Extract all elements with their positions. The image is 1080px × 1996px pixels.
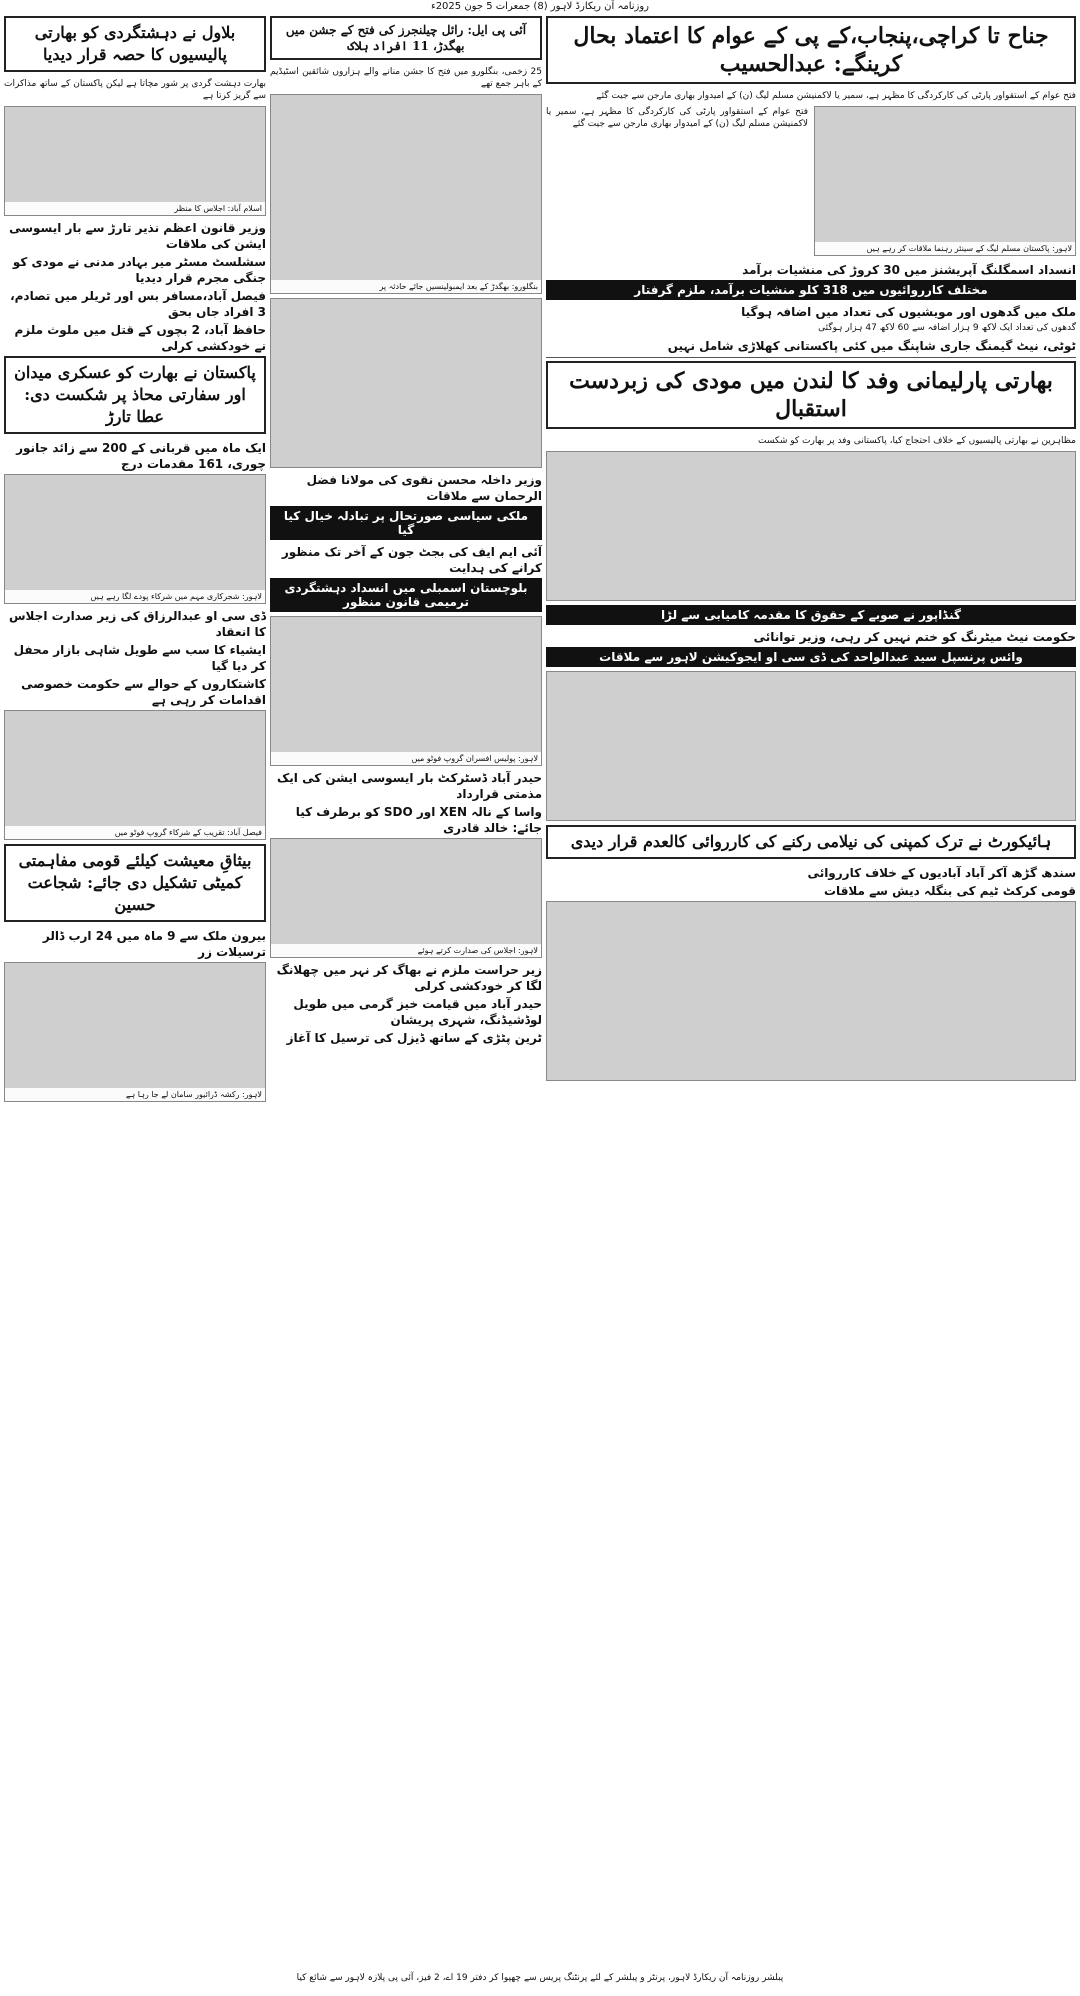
right-story-col: فتح عوام کے استقواور پارٹی کی کارکردگی کا مظہر ہے، سمیر یا لاکمنیشن مسلم لیگ (ن) کے امیدوار بھاری مارجن سے جیت گئے	[546, 107, 808, 129]
masthead: روزنامہ آن ریکارڈ لاہور (8) جمعرات 5 جون 2025ء	[430, 1, 650, 12]
mid-story-6-title: واسا کے نالہ XEN اور SDO کو برطرف کیا جائے: خالد قادری	[295, 805, 542, 835]
left-headline-3: بیثاقِ معیشت کیلئے قومی مفاہمتی کمیٹی تشکیل دی جائے: شجاعت حسین	[4, 844, 266, 922]
left-photo-2: لاہور: شجرکاری مہم میں شرکاء پودے لگا رہے ہیں	[4, 474, 266, 604]
mid-photo-3: لاہور: پولیس افسران گروپ فوٹو میں	[270, 616, 542, 766]
left-headline-1: بلاول نے دہشتگردی کو بھارتی پالیسیوں کا حصہ قرار دیدیا	[4, 16, 266, 72]
right-story-5: مظاہرین نے بھارتی پالیسیوں کے خلاف احتجاج کیا، پاکستانی وفد پر بھارت کو شکست	[758, 436, 1076, 446]
right-story-2-band: مختلف کارروائیوں میں 318 کلو منشیات برآمد، ملزم گرفتار	[546, 280, 1076, 300]
mid-story-5-title: حیدر آباد ڈسٹرکٹ بار ایسوسی ایشن کی ایک مذمتی قرارداد	[277, 771, 542, 801]
left-story-4-title: فیصل آباد،مسافر بس اور ٹریلر میں تصادم، 3 افراد جاں بحق	[10, 289, 266, 319]
middle-column	[270, 16, 542, 1968]
left-photo-1: اسلام آباد: اجلاس کا منظر	[4, 106, 266, 216]
left-story-1: بھارت دہشت گردی پر شور مچاتا ہے لیکن پاکستان کے ساتھ مذاکرات سے گریز کرتا ہے	[4, 79, 266, 101]
right-headline-2: بھارتی پارلیمانی وفد کا لندن میں مودی کی زبردست استقبال	[546, 361, 1076, 429]
left-story-5-title: حافظ آباد، 2 بچوں کے قتل میں ملوث ملزم نے خودکشی کرلی	[14, 323, 266, 353]
mid-story-3-title: آئی ایم ایف کی بجٹ جون کے آخر تک منظور کرانے کی ہدایت	[281, 545, 542, 575]
left-photo-4: لاہور: رکشہ ڈرائیور سامان لے جا رہا ہے	[4, 962, 266, 1102]
right-story-1: فتح عوام کے استقواور پارٹی کی کارکردگی کا مظہر ہے، سمیر یا لاکمنیشن مسلم لیگ (ن) کے امیدوار بھاری مارجن سے جیت گئے	[596, 91, 1076, 101]
left-story-7-title: ڈی سی او عبدالرزاق کی زیر صدارت اجلاس کا انعقاد	[9, 609, 266, 639]
mid-story-7-title: زیر حراست ملزم نے بھاگ کر نہر میں چھلانگ لگا کر خودکشی کرلی	[276, 963, 542, 993]
mid-story-1: 25 زخمی، بنگلورو میں فتح کا جشن منانے والے ہزاروں شائقین اسٹیڈیم کے باہر جمع تھے	[270, 67, 542, 89]
left-headline-2: پاکستان نے بھارت کو عسکری میدان اور سفارتی محاذ پر شکست دی: عطا تارڑ	[4, 356, 266, 434]
mid-photo-2	[270, 298, 542, 468]
right-column	[546, 16, 1076, 1968]
right-headline-3: ہائیکورٹ نے ترک کمپنی کی نیلامی رکنے کی کارروائی کالعدم قرار دیدی	[546, 825, 1076, 859]
right-story-4-title: ٹوٹی، نیٹ گیمنگ جاری شاپنگ میں کئی پاکستانی کھلاڑی شامل نہیں	[667, 339, 1076, 353]
right-story-3-body: گدھوں کی تعداد ایک لاکھ 9 ہزار اضافہ سے 60 لاکھ 47 ہزار ہوگئی	[818, 323, 1076, 333]
mid-photo-4: لاہور: اجلاس کی صدارت کرتے ہوئے	[270, 838, 542, 958]
left-story-8-title: ایشیاء کا سب سے طویل شاہی بازار محفل کر دیا گیا	[13, 643, 266, 673]
mid-headline-1: آئی پی ایل: رائل چیلنجرز کی فتح کے جشن میں بھگدڑ، 11 افراد ہلاک	[270, 16, 542, 60]
mid-story-4-title: بلوچستان اسمبلی میں انسداد دہشتگردی ترمیمی قانون منظور	[270, 578, 542, 612]
right-story-3-title: ملک میں گدھوں اور مویشیوں کی تعداد میں اضافہ ہوگیا	[741, 305, 1076, 319]
left-story-3-title: سشلسٹ مسٹر میر بہادر مدنی نے مودی کو جنگی مجرم قرار دیدیا	[12, 255, 266, 285]
right-story-10-title: قومی کرکٹ ٹیم کی بنگلہ دیش سے ملاقات	[824, 884, 1076, 898]
left-story-9-title: کاشتکاروں کے حوالے سے حکومت خصوصی اقدامات کر رہی ہے	[21, 677, 266, 707]
right-photo-4	[546, 901, 1076, 1081]
left-column	[4, 16, 266, 1968]
right-story-6-title: گنڈاپور نے صوبے کے حقوق کا مقدمہ کامیابی سے لڑا	[546, 605, 1076, 625]
left-photo-3: فیصل آباد: تقریب کے شرکاء گروپ فوٹو میں	[4, 710, 266, 840]
right-story-7-title: حکومت نیٹ میٹرنگ کو ختم نہیں کر رہی، وزیر توانائی	[753, 630, 1076, 644]
mid-story-8-title: حیدر آباد میں قیامت خیز گرمی میں طویل لوڈشیڈنگ، شہری پریشان	[293, 997, 542, 1027]
right-photo-2	[546, 451, 1076, 601]
mid-story-2-title: وزیر داخلہ محسن نقوی کی مولانا فضل الرحمان سے ملاقات	[306, 473, 542, 503]
footer: پبلشر روزنامہ آن ریکارڈ لاہور، پرنٹر و پبلشر کے لئے پرنٹنگ پریس سے چھپوا کر دفتر 19 اے، 2 فیز، آئی پی پلازہ لاہور سے شائع کیا	[296, 1973, 784, 1983]
right-story-8-title: وائس پرنسپل سید عبدالواحد کی ڈی سی او ایجوکیشن لاہور سے ملاقات	[546, 647, 1076, 667]
mid-photo-1: بنگلورو: بھگدڑ کے بعد ایمبولینسیں جائے حادثہ پر	[270, 94, 542, 294]
right-story-9-title: سندھ گڑھ آکر آباد آبادیوں کے خلاف کارروائی	[807, 866, 1076, 880]
left-story-2-title: وزیر قانون اعظم نذیر تارڑ سے بار ایسوسی ایشن کی ملاقات	[9, 221, 266, 251]
left-story-10-title: بیرون ملک سے 9 ماہ میں 24 ارب ڈالر ترسیلات زر	[42, 929, 266, 959]
right-photo-3	[546, 671, 1076, 821]
mid-story-9-title: ٹرین پٹڑی کے ساتھ ڈیزل کی ترسیل کا آغاز	[286, 1031, 542, 1045]
right-story-2-title: انسداد اسمگلنگ آپریشنز میں 30 کروڑ کی منشیات برآمد	[742, 263, 1076, 277]
left-story-6-title: ایک ماہ میں قربانی کے 200 سے زائد جانور چوری، 161 مقدمات درج	[16, 441, 266, 471]
right-photo-1: لاہور: پاکستان مسلم لیگ کے سینئر رہنما ملاقات کر رہے ہیں	[814, 106, 1076, 256]
mid-story-2-band: ملکی سیاسی صورتحال پر تبادلہ خیال کیا گیا	[270, 506, 542, 540]
right-headline-1: جناح تا کراچی،پنجاب،کے پی کے عوام کا اعتماد بحال کرینگے: عبدالحسیب	[546, 16, 1076, 84]
